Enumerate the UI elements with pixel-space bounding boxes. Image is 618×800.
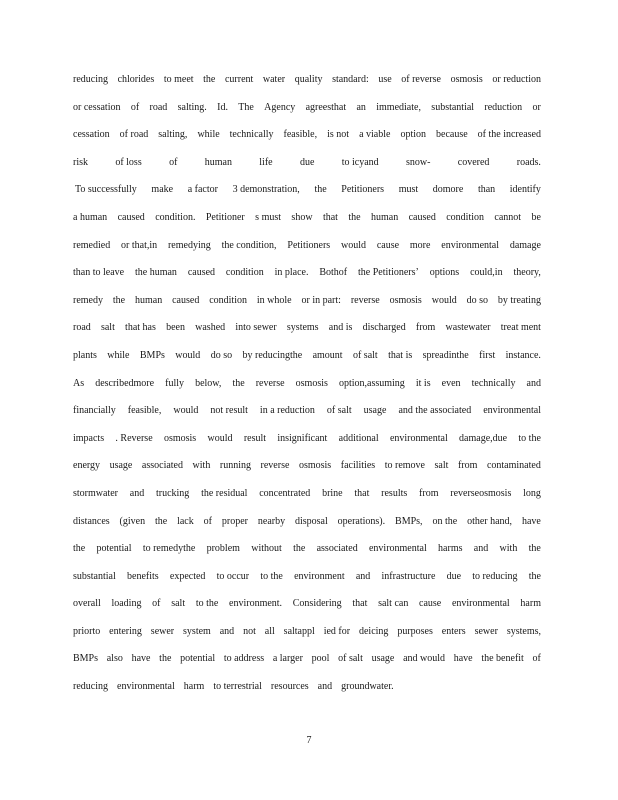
word: distances: [73, 515, 110, 527]
word: financially: [73, 405, 116, 417]
word: pool: [311, 653, 330, 665]
word: not result: [210, 405, 248, 417]
word: BMPs,: [395, 515, 423, 527]
word: of: [203, 515, 212, 527]
word: Petitioner: [205, 211, 245, 223]
word: life: [259, 156, 273, 168]
word: and would: [403, 653, 446, 665]
word: fully: [165, 377, 185, 389]
word: options: [429, 267, 460, 279]
word: stormwater: [73, 487, 118, 499]
word: would: [431, 294, 457, 306]
word: that: [352, 598, 368, 610]
word: the: [203, 74, 216, 85]
text-line: [73, 569, 541, 597]
word: reverse: [350, 294, 380, 306]
word: have: [453, 653, 473, 665]
word: reverse: [255, 377, 285, 389]
word: brine: [322, 487, 343, 499]
word: and: [526, 377, 541, 389]
word: deicing: [358, 625, 389, 637]
word: or reduction: [492, 74, 541, 85]
word: risk: [73, 156, 88, 168]
word: cause: [376, 239, 400, 251]
word: human: [135, 294, 163, 306]
word: of: [169, 156, 178, 168]
word: the: [528, 543, 541, 555]
word: in whole: [256, 294, 292, 306]
word: and the associated: [398, 405, 472, 417]
word: systems: [286, 322, 319, 334]
word: As: [73, 377, 85, 389]
word: and: [317, 681, 333, 693]
word: with: [192, 460, 211, 472]
word: groundwater.: [341, 681, 394, 693]
word: the: [314, 184, 327, 196]
word: salting,: [158, 129, 188, 141]
word: washed: [195, 322, 226, 334]
word: due: [299, 156, 315, 168]
word: benefits: [127, 570, 159, 582]
word: immediate,: [376, 101, 421, 113]
word: ied for: [323, 625, 351, 637]
text-line: [73, 320, 541, 348]
word: agreesthat: [305, 101, 347, 113]
word: and: [219, 625, 235, 637]
word: trucking: [155, 487, 190, 499]
word: plants: [73, 349, 97, 361]
word: is not: [327, 129, 350, 141]
word: operations).: [337, 515, 386, 527]
word: BMPs: [139, 349, 165, 361]
word: the: [112, 294, 126, 306]
word: The: [238, 101, 254, 113]
word: even: [441, 377, 461, 389]
word: spreadinthe: [422, 349, 469, 361]
word: human: [370, 211, 399, 223]
word: caused: [172, 294, 200, 306]
text-line: [73, 155, 541, 183]
word: resources: [270, 681, 309, 693]
word: Petitioners: [341, 184, 385, 196]
word: associated: [316, 543, 358, 555]
word: nearby: [257, 515, 286, 527]
word: and: [129, 487, 145, 499]
word: or that,in: [121, 239, 158, 251]
word: also: [106, 653, 123, 665]
word: make: [151, 184, 174, 196]
text-line: [73, 679, 541, 707]
word: feasible,: [283, 129, 318, 141]
word: that is: [388, 349, 413, 361]
word: road: [73, 322, 91, 334]
word: to the: [195, 598, 219, 610]
word: substantial: [431, 101, 475, 113]
word: environmental: [451, 598, 510, 610]
word: all: [264, 625, 275, 637]
word: the benefit: [481, 653, 524, 665]
word: remedying: [167, 239, 211, 251]
word: disposal: [294, 515, 328, 527]
word: of: [152, 598, 161, 610]
word: lack: [177, 515, 194, 527]
word: roads.: [516, 156, 541, 168]
word: show: [291, 211, 313, 223]
word: to occur: [216, 570, 250, 582]
word: amount: [312, 349, 343, 361]
word: of: [130, 101, 140, 113]
word: feasible,: [127, 405, 162, 417]
word: Considering: [292, 598, 342, 610]
word: be: [531, 211, 541, 223]
word: Agency: [264, 101, 296, 113]
word: describedmore: [95, 377, 155, 389]
word: environmental: [117, 681, 175, 693]
word: damage,due: [459, 432, 508, 444]
word: reduction: [484, 101, 523, 113]
word: a factor: [187, 184, 218, 196]
word: priorto: [73, 625, 101, 637]
word: harm: [183, 681, 205, 693]
word: technically: [229, 129, 274, 141]
word: would: [207, 432, 233, 444]
word: do so: [466, 294, 489, 306]
word: reducing: [73, 681, 108, 693]
word: that has: [125, 322, 156, 334]
word: would: [173, 405, 199, 417]
word: loading: [111, 598, 142, 610]
word: osmosis: [389, 294, 422, 306]
word: in a reduction: [259, 405, 315, 417]
word: of road: [119, 129, 149, 141]
word: osmosis: [163, 432, 197, 444]
word: quality: [294, 74, 323, 85]
word: it is: [415, 377, 431, 389]
word: of the increased: [477, 129, 541, 141]
text-line: [73, 210, 541, 238]
word: associated: [141, 460, 183, 472]
word: wastewater: [445, 322, 491, 334]
word: Bothof: [319, 267, 348, 279]
word: to reducing: [472, 570, 518, 582]
word: other hand,: [467, 515, 513, 527]
word: condition: [446, 211, 485, 223]
word: on the: [432, 515, 458, 527]
word: s must: [255, 211, 282, 223]
word: salting.: [177, 101, 207, 113]
word: to terrestrial: [213, 681, 262, 693]
word: the: [293, 543, 306, 555]
word: cannot: [494, 211, 522, 223]
word: instance.: [505, 349, 541, 361]
word: from: [415, 322, 436, 334]
word: results: [381, 487, 408, 499]
word: purposes: [397, 625, 433, 637]
word: Petitioners: [287, 239, 331, 251]
word: technically: [471, 377, 516, 389]
word: environmental: [441, 239, 500, 251]
word: environment: [294, 570, 345, 582]
word: covered: [457, 156, 490, 168]
word: would: [175, 349, 201, 361]
word: Id.: [217, 101, 228, 113]
word: that: [322, 211, 338, 223]
word: the: [528, 570, 541, 582]
text-line: [73, 182, 541, 210]
word: to remedythe: [142, 543, 196, 555]
word: discharged: [362, 322, 406, 334]
word: salt: [434, 460, 449, 472]
word: to the: [260, 570, 283, 582]
word: harm: [520, 598, 541, 610]
word: the human: [134, 267, 177, 279]
word: environmental: [389, 432, 448, 444]
text-line: [73, 541, 541, 569]
word: not: [243, 625, 256, 637]
word: insignificant: [277, 432, 328, 444]
word: by treating: [497, 294, 541, 306]
word: usage: [371, 653, 395, 665]
word: have: [521, 515, 541, 527]
word: an: [356, 101, 366, 113]
word: systems,: [506, 625, 541, 637]
word: domore: [432, 184, 464, 196]
word: the: [73, 543, 86, 555]
word: enters: [441, 625, 466, 637]
word: entering: [109, 625, 142, 637]
word: running: [219, 460, 251, 472]
word: from: [457, 460, 478, 472]
word: energy: [73, 460, 101, 472]
word: or: [532, 101, 541, 113]
word: without: [251, 543, 282, 555]
word: from: [419, 487, 439, 499]
text-line: [73, 127, 541, 155]
word: of loss: [115, 156, 142, 168]
word: with: [499, 543, 518, 555]
text-line: [73, 403, 541, 431]
word: first: [479, 349, 496, 361]
word: the Petitioners’: [358, 267, 419, 279]
word: result: [243, 432, 267, 444]
text-line: [73, 100, 541, 128]
text-line: [73, 348, 541, 376]
word: or in part:: [301, 294, 341, 306]
word: sewer: [474, 625, 498, 637]
word: into sewer: [235, 322, 277, 334]
word: and: [473, 543, 489, 555]
word: 3 demonstration,: [232, 184, 300, 196]
word: by reducingthe: [242, 349, 303, 361]
word: salt: [171, 598, 186, 610]
word: BMPs: [73, 653, 99, 665]
word: concentrated: [259, 487, 311, 499]
word: impacts: [73, 432, 105, 444]
word: than to leave: [73, 267, 125, 279]
body-text: [73, 72, 541, 707]
text-line: [73, 72, 541, 100]
word: proper: [221, 515, 248, 527]
word: facilities: [340, 460, 376, 472]
word: do so: [210, 349, 233, 361]
word: condition.: [155, 211, 196, 223]
word: the condition,: [221, 239, 277, 251]
word: use: [378, 74, 392, 85]
text-line: [73, 238, 541, 266]
word: theory,: [513, 267, 541, 279]
word: the: [154, 515, 168, 527]
word: of reverse: [401, 74, 441, 85]
word: environmental: [368, 543, 427, 555]
word: contaminated: [486, 460, 541, 472]
word: caused: [408, 211, 436, 223]
word: water: [262, 74, 286, 85]
word: harms: [438, 543, 463, 555]
word: environment.: [229, 598, 283, 610]
word: chlorides: [117, 74, 155, 85]
text-line: [73, 651, 541, 679]
word: caused: [117, 211, 145, 223]
word: cause: [419, 598, 442, 610]
word: option,assuming: [338, 377, 405, 389]
text-line: [73, 293, 541, 321]
word: of salt: [352, 349, 378, 361]
word: to address: [223, 653, 265, 665]
word: remedy: [73, 294, 103, 306]
word: to remove: [384, 460, 425, 472]
word: long: [523, 487, 541, 499]
page-number: 7: [306, 735, 312, 746]
word: human: [204, 156, 232, 168]
word: than: [477, 184, 496, 196]
word: problem: [206, 543, 240, 555]
word: caused: [187, 267, 216, 279]
word: while: [107, 349, 130, 361]
text-line: [73, 514, 541, 542]
word: of salt: [326, 405, 352, 417]
word: and: [355, 570, 371, 582]
word: to meet: [163, 74, 194, 85]
word: expected: [169, 570, 206, 582]
word: overall: [73, 598, 101, 610]
word: infrastructure: [381, 570, 436, 582]
word: osmosis: [450, 74, 483, 85]
word: reverseosmosis: [450, 487, 512, 499]
word: option: [400, 129, 427, 141]
word: salt can: [378, 598, 409, 610]
word: of: [532, 653, 541, 665]
word: osmosis: [298, 460, 332, 472]
word: in place.: [274, 267, 309, 279]
word: reverse: [260, 460, 290, 472]
word: because: [436, 129, 468, 141]
word: potential: [180, 653, 216, 665]
text-line: [73, 376, 541, 404]
word: identify: [509, 184, 541, 196]
word: the: [159, 653, 172, 665]
word: or cessation: [73, 101, 121, 113]
word: current: [224, 74, 254, 85]
text-line: [73, 431, 541, 459]
word: the: [232, 377, 245, 389]
word: must: [398, 184, 419, 196]
word: condition: [225, 267, 264, 279]
word: . Reverse: [115, 432, 153, 444]
word: the: [348, 211, 361, 223]
word: while: [197, 129, 220, 141]
word: to the: [518, 432, 541, 444]
word: the residual: [201, 487, 248, 499]
text-line: [73, 624, 541, 652]
word: remedied: [73, 239, 111, 251]
word: osmosis: [295, 377, 328, 389]
word: would: [341, 239, 366, 251]
word: substantial: [73, 570, 116, 582]
text-line: [73, 486, 541, 514]
word: reducing: [73, 74, 108, 85]
text-line: [73, 596, 541, 624]
text-line: [73, 265, 541, 293]
word: standard:: [332, 74, 369, 85]
word: snow-: [405, 156, 431, 168]
text-line: [73, 458, 541, 486]
word: (given: [119, 515, 146, 527]
word: road: [149, 101, 168, 113]
word: below,: [195, 377, 222, 389]
word: cessation: [73, 129, 110, 141]
word: usage: [363, 405, 387, 417]
word: been: [166, 322, 185, 334]
word: of salt: [338, 653, 363, 665]
word: salt: [100, 322, 115, 334]
word: treat ment: [500, 322, 541, 334]
word: condition: [209, 294, 247, 306]
word: sewer: [150, 625, 175, 637]
word: potential: [96, 543, 132, 555]
word: environmental: [483, 405, 541, 417]
word: could,in: [470, 267, 503, 279]
word: due: [446, 570, 462, 582]
word: a larger: [272, 653, 303, 665]
word: and is: [328, 322, 353, 334]
word: To successfully: [75, 184, 137, 196]
word: damage: [509, 239, 541, 251]
word: usage: [109, 460, 133, 472]
word: to icyand: [341, 156, 379, 168]
word: a human: [73, 211, 108, 223]
word: have: [131, 653, 151, 665]
word: system: [183, 625, 211, 637]
word: a viable: [359, 129, 391, 141]
word: additional: [338, 432, 379, 444]
word: saltappl: [283, 625, 315, 637]
word: more: [409, 239, 431, 251]
word: that: [354, 487, 370, 499]
